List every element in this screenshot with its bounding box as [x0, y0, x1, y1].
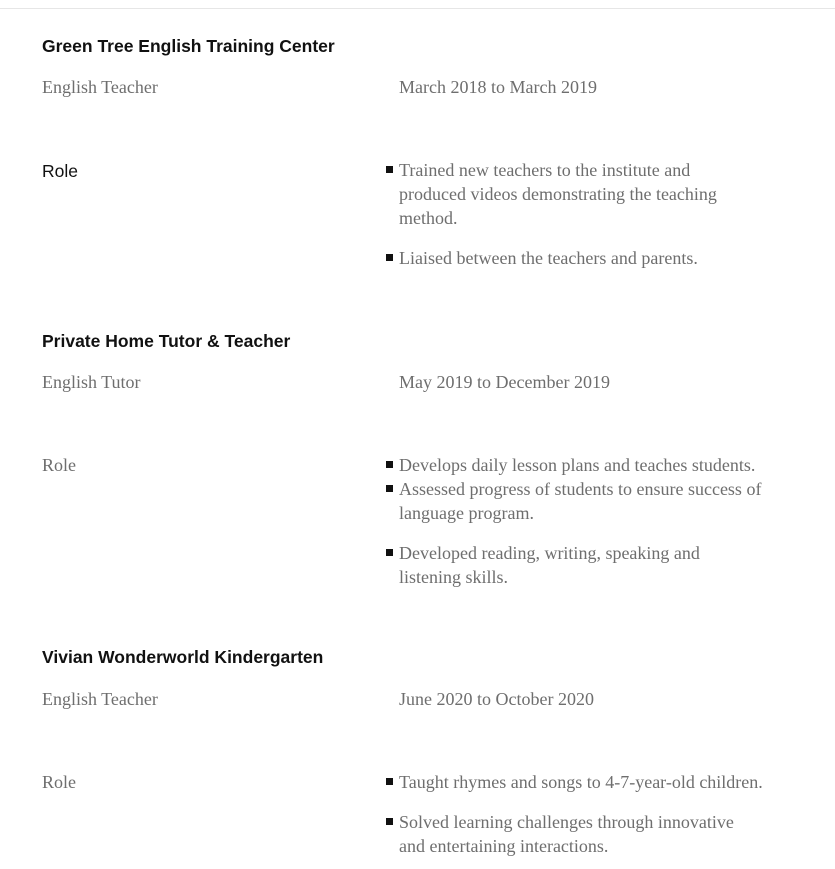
top-divider: [0, 8, 835, 9]
company-name: Private Home Tutor & Teacher: [42, 331, 291, 351]
bullet-text: Developed reading, writing, speaking and listening skills.: [399, 543, 700, 587]
bullet-square-icon: [386, 818, 393, 825]
job-title: English Teacher: [42, 689, 158, 709]
employment-dates: May 2019 to December 2019: [399, 372, 610, 392]
bullet-square-icon: [386, 254, 393, 261]
role-bullet: [386, 541, 756, 589]
bullet-square-icon: [386, 485, 393, 492]
company-name: Vivian Wonderworld Kindergarten: [42, 647, 324, 667]
role-label: Role: [42, 772, 76, 792]
employment-dates: March 2018 to March 2019: [399, 77, 597, 97]
bullet-text: Taught rhymes and songs to 4-7-year-old children.: [399, 772, 763, 792]
role-bullet: [386, 453, 806, 477]
bullet-text: Trained new teachers to the institute and produced videos demonstrating the teaching method.: [399, 160, 717, 228]
company-name: Green Tree English Training Center: [42, 36, 335, 56]
bullet-text: Liaised between the teachers and parents.: [399, 248, 698, 268]
bullet-square-icon: [386, 778, 393, 785]
bullet-text: Assessed progress of students to ensure success of language program.: [399, 479, 762, 523]
role-bullet: [386, 477, 796, 525]
role-label: Role: [42, 455, 76, 475]
bullet-square-icon: [386, 166, 393, 173]
role-label: Role: [42, 161, 78, 181]
bullet-square-icon: [386, 549, 393, 556]
bullet-text: Solved learning challenges through innovative and entertaining interactions.: [399, 812, 734, 856]
employment-dates: June 2020 to October 2020: [399, 689, 594, 709]
job-title: English Teacher: [42, 77, 158, 97]
bullet-square-icon: [386, 461, 393, 468]
bullet-text: Develops daily lesson plans and teaches students.: [399, 455, 756, 475]
job-title: English Tutor: [42, 372, 141, 392]
role-bullet: [386, 770, 826, 794]
role-bullet: [386, 246, 806, 270]
role-bullet: [386, 810, 736, 858]
role-bullet: [386, 158, 746, 230]
